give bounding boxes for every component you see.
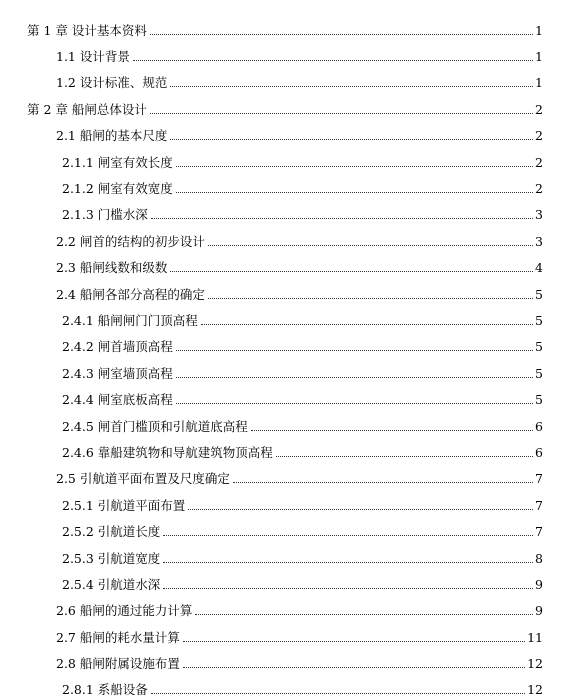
toc-entry-chapter-1[interactable] <box>27 18 543 38</box>
toc-entry-2-5-3[interactable] <box>62 546 543 566</box>
toc-entry-label: 2.5.3 引航道宽度 <box>62 551 161 566</box>
toc-dot-leader <box>163 535 533 536</box>
toc-entry-label: 2.5.4 引航道水深 <box>62 577 161 592</box>
toc-entry-2-1-3[interactable] <box>62 202 543 222</box>
toc-entry-label: 2.5.1 引航道平面布置 <box>62 498 186 513</box>
toc-dot-leader <box>150 113 533 114</box>
toc-entry-2-8[interactable] <box>56 651 543 671</box>
toc-dot-leader <box>195 614 533 615</box>
toc-dot-leader <box>170 271 533 272</box>
toc-entry-label: 2.5 引航道平面布置及尺度确定 <box>56 471 230 486</box>
toc-page-number: 5 <box>535 392 543 407</box>
toc-page-number: 1 <box>535 49 543 64</box>
toc-page-number: 3 <box>535 207 543 222</box>
toc-dot-leader <box>276 456 533 457</box>
toc-entry-2-3[interactable] <box>56 255 543 275</box>
toc-dot-leader <box>163 562 533 563</box>
toc-entry-label: 2.6 船闸的通过能力计算 <box>56 603 193 618</box>
toc-dot-leader <box>150 34 533 35</box>
toc-dot-leader <box>151 218 533 219</box>
toc-entry-1-2[interactable] <box>56 70 543 90</box>
toc-page-number: 2 <box>535 155 543 170</box>
toc-dot-leader <box>251 430 533 431</box>
toc-entry-label: 2.4.5 闸首门槛顶和引航道底高程 <box>62 419 248 434</box>
toc-page-number: 8 <box>535 551 543 566</box>
toc-entry-label: 第 2 章 船闸总体设计 <box>27 102 147 117</box>
toc-entry-2-2[interactable] <box>56 229 543 249</box>
toc-entry-label: 2.1.2 闸室有效宽度 <box>62 181 173 196</box>
toc-dot-leader <box>233 482 533 483</box>
toc-page-number: 7 <box>535 524 543 539</box>
toc-entry-2-4-4[interactable] <box>62 387 543 407</box>
toc-dot-leader <box>133 60 533 61</box>
toc-dot-leader <box>176 350 533 351</box>
toc-entry-label: 2.1.3 门槛水深 <box>62 207 148 222</box>
toc-page-number: 2 <box>535 181 543 196</box>
toc-entry-label: 2.4.6 靠船建筑物和导航建筑物顶高程 <box>62 445 273 460</box>
toc-page-number: 6 <box>535 445 543 460</box>
toc-entry-label: 2.3 船闸线数和级数 <box>56 260 168 275</box>
toc-entry-label: 2.4.4 闸室底板高程 <box>62 392 173 407</box>
toc-page-number: 5 <box>535 313 543 328</box>
toc-entry-label: 1.2 设计标准、规范 <box>56 75 168 90</box>
toc-page-number: 2 <box>535 102 543 117</box>
toc-page-number: 5 <box>535 339 543 354</box>
toc-page-number: 6 <box>535 419 543 434</box>
toc-entry-2-4-2[interactable] <box>62 334 543 354</box>
toc-entry-2-5-2[interactable] <box>62 519 543 539</box>
toc-entry-2-7[interactable] <box>56 625 543 645</box>
toc-dot-leader <box>170 86 533 87</box>
toc-page-number: 11 <box>527 630 543 645</box>
toc-entry-chapter-2[interactable] <box>27 97 543 117</box>
toc-entry-2-4-1[interactable] <box>62 308 543 328</box>
toc-entry-label: 2.5.2 引航道长度 <box>62 524 161 539</box>
toc-entry-label: 2.4.1 船闸闸门门顶高程 <box>62 313 198 328</box>
toc-entry-2-4-5[interactable] <box>62 414 543 434</box>
toc-dot-leader <box>151 693 525 694</box>
toc-entry-2-5-4[interactable] <box>62 572 543 592</box>
toc-entry-label: 2.2 闸首的结构的初步设计 <box>56 234 205 249</box>
toc-entry-label: 第 1 章 设计基本资料 <box>27 23 147 38</box>
toc-entry-label: 2.1.1 闸室有效长度 <box>62 155 173 170</box>
toc-entry-2-6[interactable] <box>56 598 543 618</box>
toc-page-number: 3 <box>535 234 543 249</box>
toc-page-number: 1 <box>535 23 543 38</box>
toc-entry-2-1-1[interactable] <box>62 150 543 170</box>
toc-page-number: 2 <box>535 128 543 143</box>
toc-entry-label: 2.1 船闸的基本尺度 <box>56 128 168 143</box>
toc-dot-leader <box>176 192 533 193</box>
toc-entry-label: 2.8.1 系船设备 <box>62 682 148 697</box>
toc-dot-leader <box>188 509 533 510</box>
toc-page-number: 7 <box>535 471 543 486</box>
toc-entry-label: 2.8 船闸附属设施布置 <box>56 656 180 671</box>
toc-page-number: 12 <box>527 656 543 671</box>
toc-entry-2-4-6[interactable] <box>62 440 543 460</box>
toc-dot-leader <box>176 403 533 404</box>
toc-entry-2-5-1[interactable] <box>62 493 543 513</box>
toc-entry-label: 2.4.2 闸首墙顶高程 <box>62 339 173 354</box>
toc-entry-2-8-1[interactable] <box>62 677 543 697</box>
toc-entry-2-5[interactable] <box>56 466 543 486</box>
toc-entry-label: 2.7 船闸的耗水量计算 <box>56 630 180 645</box>
toc-page-number: 4 <box>535 260 543 275</box>
toc-page-number: 5 <box>535 366 543 381</box>
toc-dot-leader <box>176 166 533 167</box>
toc-page-number: 1 <box>535 75 543 90</box>
toc-dot-leader <box>176 377 533 378</box>
toc-entry-2-1-2[interactable] <box>62 176 543 196</box>
toc-dot-leader <box>183 667 525 668</box>
toc-page-number: 9 <box>535 577 543 592</box>
toc-dot-leader <box>208 245 533 246</box>
toc-page-number: 12 <box>527 682 543 697</box>
toc-dot-leader <box>170 139 533 140</box>
toc-entry-label: 1.1 设计背景 <box>56 49 130 64</box>
toc-entry-2-4[interactable] <box>56 282 543 302</box>
toc-entry-1-1[interactable] <box>56 44 543 64</box>
toc-page-number: 7 <box>535 498 543 513</box>
toc-dot-leader <box>208 298 533 299</box>
toc-page-number: 9 <box>535 603 543 618</box>
toc-entry-label: 2.4 船闸各部分高程的确定 <box>56 287 205 302</box>
toc-entry-label: 2.4.3 闸室墙顶高程 <box>62 366 173 381</box>
toc-dot-leader <box>183 641 525 642</box>
toc-page-number: 5 <box>535 287 543 302</box>
toc-entry-2-4-3[interactable] <box>62 361 543 381</box>
toc-dot-leader <box>201 324 533 325</box>
toc-dot-leader <box>163 588 533 589</box>
toc-entry-2-1[interactable] <box>56 123 543 143</box>
